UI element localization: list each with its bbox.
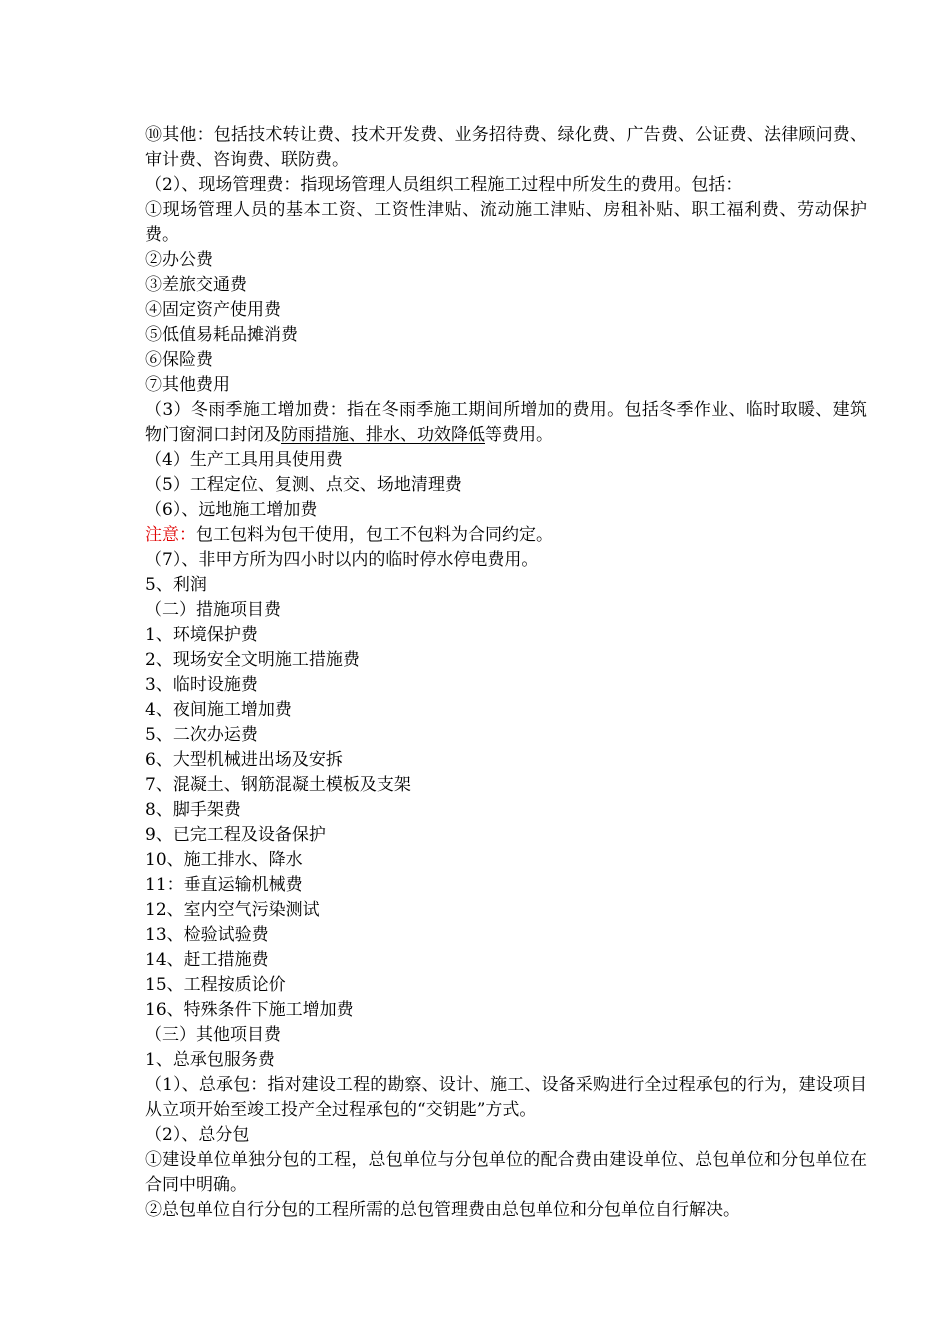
winter-rain-text: （3）冬雨季施工增加费：指在冬雨季施工期间所增加的费用。包括冬季作业、临时取暖、建筑物门窗洞口封闭及 [145, 400, 867, 445]
paragraph-subcontract-1: ①建设单位单独分包的工程，总包单位与分包单位的配合费由建设单位、总包单位和分包单位在合同中明确。 [145, 1150, 867, 1195]
paragraph-site-management-fee: （2）、现场管理费：指现场管理人员组织工程施工过程中所发生的费用。包括： [145, 175, 743, 195]
list-item: 15、工程按质论价 [145, 975, 286, 995]
list-item: （2）、总分包 [145, 1125, 250, 1145]
section-heading: 5、利润 [145, 575, 207, 595]
list-item: 11：垂直运输机械费 [145, 875, 303, 895]
list-item: 1、环境保护费 [145, 625, 258, 645]
list-item: 3、临时设施费 [145, 675, 258, 695]
list-item: 14、赶工措施费 [145, 950, 269, 970]
list-item: 12、室内空气污染测试 [145, 900, 320, 920]
list-item: 1、总承包服务费 [145, 1050, 275, 1070]
list-item: 5、二次办运费 [145, 725, 258, 745]
note-text: 包工包料为包干使用，包工不包料为合同约定。 [196, 525, 553, 545]
paragraph-general-contracting: （1）、总承包：指对建设工程的勘察、设计、施工、设备采购进行全过程承包的行为，建设项目从立项开始至竣工投产全过程承包的“交钥匙”方式。 [145, 1075, 867, 1120]
list-item: 4、夜间施工增加费 [145, 700, 292, 720]
list-item: 16、特殊条件下施工增加费 [145, 1000, 354, 1020]
list-item: ⑦其他费用 [145, 375, 230, 395]
section-heading: （二）措施项目费 [145, 600, 281, 620]
list-item: 10、施工排水、降水 [145, 850, 303, 870]
winter-rain-text-end: 等费用。 [485, 425, 553, 445]
note-paragraph [145, 523, 867, 548]
list-item: （4）生产工具用具使用费 [145, 450, 343, 470]
list-item: 9、已完工程及设备保护 [145, 825, 326, 845]
list-item: ⑤低值易耗品摊消费 [145, 325, 298, 345]
list-item: （5）工程定位、复测、点交、场地清理费 [145, 475, 462, 495]
list-item: 2、现场安全文明施工措施费 [145, 650, 360, 670]
document-page [145, 123, 867, 1223]
list-item: ②办公费 [145, 250, 213, 270]
list-item: ④固定资产使用费 [145, 300, 281, 320]
note-label: 注意： [145, 525, 196, 545]
list-item: 8、脚手架费 [145, 800, 241, 820]
list-item: （7）、非甲方所为四小时以内的临时停水停电费用。 [145, 550, 539, 570]
list-item: 7、混凝土、钢筋混凝土模板及支架 [145, 775, 411, 795]
paragraph-subcontract-2: ②总包单位自行分包的工程所需的总包管理费由总包单位和分包单位自行解决。 [145, 1200, 740, 1220]
list-item: ①现场管理人员的基本工资、工资性津贴、流动施工津贴、房租补贴、职工福利费、劳动保护费。 [145, 200, 867, 245]
list-item: ⑥保险费 [145, 350, 213, 370]
list-item: 6、大型机械进出场及安拆 [145, 750, 343, 770]
section-heading: （三）其他项目费 [145, 1025, 281, 1045]
list-item: 13、检验试验费 [145, 925, 269, 945]
paragraph-other-fees: ⑩其他：包括技术转让费、技术开发费、业务招待费、绿化费、广告费、公证费、法律顾问费、审计费、咨询费、联防费。 [145, 125, 867, 170]
list-item: ③差旅交通费 [145, 275, 247, 295]
paragraph-winter-rain-fee [145, 398, 867, 448]
winter-rain-underlined-text: 防雨措施、排水、功效降低 [281, 425, 485, 445]
list-item: （6）、远地施工增加费 [145, 500, 318, 520]
